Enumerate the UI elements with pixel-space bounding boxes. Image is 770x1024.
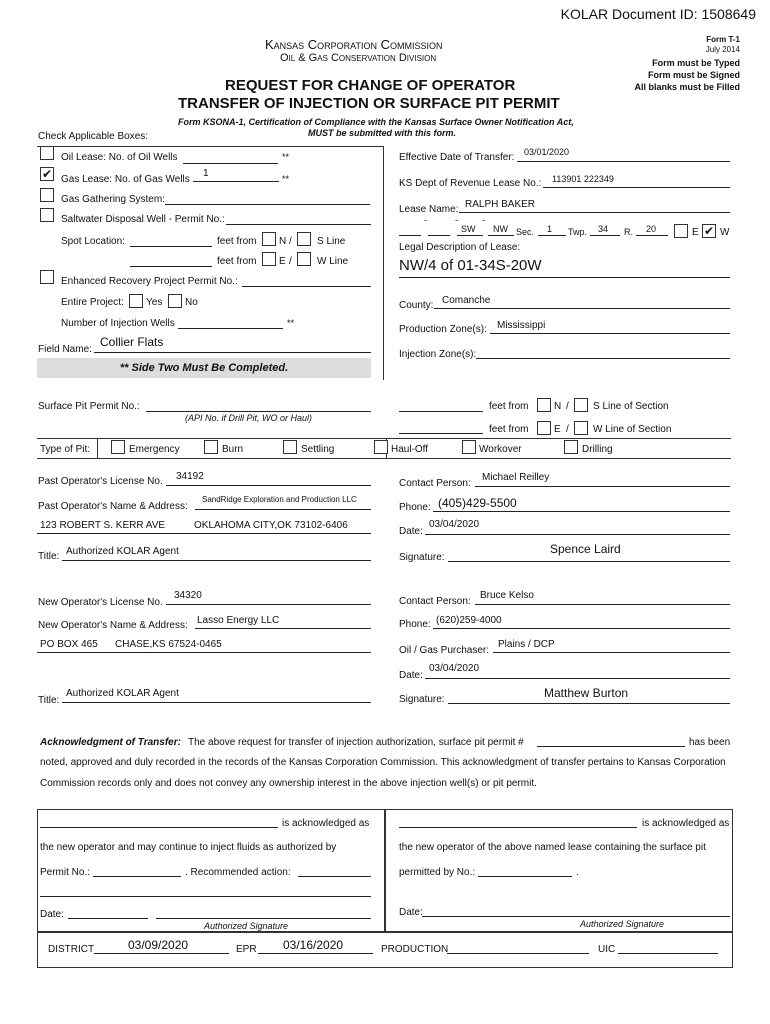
ack-right-signature-field[interactable] <box>422 916 730 917</box>
effective-date-value: 03/01/2020 <box>524 147 570 157</box>
asterisk: ** <box>287 318 295 328</box>
gas-wells-value: 1 <box>203 168 209 179</box>
production-zone-field[interactable] <box>490 333 730 334</box>
burn-checkbox[interactable] <box>204 440 218 454</box>
surface-pit-field[interactable] <box>146 411 371 412</box>
new-date-value: 03/04/2020 <box>429 663 480 674</box>
past-contact-field[interactable] <box>475 486 730 487</box>
new-contact-field[interactable] <box>475 604 730 605</box>
ack-left-signature-field[interactable] <box>156 918 371 919</box>
division-name: Oil & Gas Conservation Division <box>280 52 437 64</box>
side-two-notice: ** Side Two Must Be Completed. <box>37 358 371 378</box>
w-line-label: W Line <box>317 256 349 267</box>
sec-value: 1 <box>547 224 553 234</box>
qtr-4-field[interactable] <box>488 235 514 236</box>
range-e-checkbox[interactable] <box>674 224 688 238</box>
spot-e-checkbox[interactable] <box>262 252 276 266</box>
pit-type-divider <box>97 438 98 458</box>
past-signature-label: Signature: <box>399 552 445 563</box>
ksona-note: Form KSONA-1, Certification of Compliance with the Kansas Surface Owner Notification Act, <box>178 117 574 127</box>
pit-type-top-rule <box>37 438 731 439</box>
twp-field[interactable] <box>590 235 620 236</box>
slash: / <box>566 424 569 435</box>
county-field[interactable] <box>434 308 730 309</box>
form-title: REQUEST FOR CHANGE OF OPERATOR <box>225 77 516 94</box>
permitted-field[interactable] <box>478 876 572 877</box>
ack-line-3: Commission records only and does not convey any ownership interest in the above injection well(s) or pit permit. <box>40 778 537 789</box>
new-contact-value: Bruce Kelso <box>480 590 534 601</box>
feet-from-label: feet from <box>217 236 257 247</box>
asterisk: ** <box>282 152 290 162</box>
past-title-value: Authorized KOLAR Agent <box>66 546 179 557</box>
range-field[interactable] <box>636 235 668 236</box>
twp-label: Twp. <box>568 227 588 237</box>
range-w-checkbox[interactable]: ✔ <box>703 224 715 238</box>
settling-label: Settling <box>301 444 335 455</box>
permit-no-label: Permit No.: <box>40 867 91 878</box>
ks-dept-value: 113901 222349 <box>552 174 614 184</box>
field-name-value: Collier Flats <box>100 335 164 349</box>
injection-zone-label: Injection Zone(s): <box>399 349 477 360</box>
feet-from-label: feet from <box>489 424 529 435</box>
ack-line-2: noted, approved and duly recorded in the records of the Kansas Corporation Commission. This acknowledgment of transfer pertains to Kansas Corporation <box>40 757 726 768</box>
swd-checkbox[interactable] <box>40 208 54 222</box>
ack-permit-no-field[interactable] <box>93 876 181 877</box>
inj-wells-label: Number of Injection Wells <box>61 318 175 329</box>
new-phone-label: Phone: <box>399 619 431 630</box>
new-date-field[interactable] <box>425 678 730 679</box>
no-checkbox[interactable] <box>168 294 182 308</box>
column-divider <box>383 146 384 380</box>
feet-from-label: feet from <box>217 256 257 267</box>
s-line-section-label: S Line of Section <box>593 401 669 412</box>
epr-label: EPR <box>236 944 257 955</box>
ack-has-been: has been <box>689 737 731 748</box>
drilling-label: Drilling <box>582 444 613 455</box>
s-line-label: S Line <box>317 236 346 247</box>
range-label: R. <box>624 227 633 237</box>
gas-gathering-checkbox[interactable] <box>40 188 54 202</box>
purchaser-label: Oil / Gas Purchaser: <box>399 645 490 656</box>
inj-wells-field[interactable] <box>178 328 283 329</box>
entire-project-label: Entire Project: <box>61 297 124 308</box>
pit-w-checkbox[interactable] <box>574 421 588 435</box>
pit-s-checkbox[interactable] <box>574 398 588 412</box>
injection-zone-field[interactable] <box>476 358 730 359</box>
lease-name-label: Lease Name: <box>399 204 459 215</box>
legal-value: NW/4 of 01-34S-20W <box>399 257 542 274</box>
yes-checkbox[interactable] <box>129 294 143 308</box>
past-title-label: Title: <box>38 551 60 562</box>
slash: / <box>289 256 292 267</box>
n-label: N <box>554 401 562 412</box>
qtr-3-field[interactable] <box>457 235 483 236</box>
is-ack-right: is acknowledged as <box>642 818 730 829</box>
field-name-field[interactable] <box>94 352 371 353</box>
agency-name: Kansas Corporation Commission <box>265 37 443 52</box>
note-filled: All blanks must be Filled <box>634 82 740 92</box>
document-id: KOLAR Document ID: 1508649 <box>560 6 756 22</box>
n-label: N <box>279 236 287 247</box>
gas-gathering-field[interactable] <box>165 204 370 205</box>
twp-value: 34 <box>598 224 609 234</box>
lease-name-field[interactable] <box>459 212 730 213</box>
spot-s-checkbox[interactable] <box>297 232 311 246</box>
enhanced-permit-field[interactable] <box>242 286 371 287</box>
past-date-field[interactable] <box>425 534 730 535</box>
county-label: County: <box>399 300 434 311</box>
legal-field[interactable] <box>399 277 730 278</box>
past-signature-field[interactable] <box>448 561 730 562</box>
new-name-field[interactable] <box>195 628 371 629</box>
pit-type-label: Type of Pit: <box>40 444 91 455</box>
gas-gathering-label: Gas Gathering System: <box>61 194 165 205</box>
past-phone-label: Phone: <box>399 502 431 513</box>
enhanced-recovery-checkbox[interactable] <box>40 270 54 284</box>
note-signed: Form must be Signed <box>647 70 740 80</box>
past-contact-label: Contact Person: <box>399 478 471 489</box>
purchaser-value: Plains / DCP <box>498 639 555 650</box>
form-date: July 2014 <box>705 45 740 54</box>
new-signature-value: Matthew Burton <box>544 686 629 700</box>
past-license-value: 34192 <box>176 471 204 482</box>
past-name-field[interactable] <box>195 509 371 510</box>
oil-lease-checkbox[interactable] <box>40 146 54 160</box>
workover-checkbox[interactable] <box>462 440 476 454</box>
new-signature-field[interactable] <box>448 703 730 704</box>
district-field[interactable] <box>94 953 229 954</box>
is-ack-left: is acknowledged as <box>282 818 370 829</box>
ack-left-name-field[interactable] <box>40 827 278 828</box>
haul-off-checkbox[interactable] <box>374 440 388 454</box>
qtr-4-value: NW <box>493 224 508 234</box>
emergency-label: Emergency <box>129 444 180 455</box>
new-license-label: New Operator's License No. <box>38 597 163 608</box>
past-contact-value: Michael Reilley <box>482 472 550 483</box>
past-title-field[interactable] <box>62 560 371 561</box>
sec-label: Sec. <box>516 227 535 237</box>
burn-label: Burn <box>222 444 244 455</box>
effective-date-field[interactable] <box>517 161 730 162</box>
dash: - <box>482 215 485 225</box>
new-address-1: PO BOX 465 <box>40 639 98 650</box>
settling-checkbox[interactable] <box>283 440 297 454</box>
production-label: PRODUCTION <box>381 944 449 955</box>
district-value: 03/09/2020 <box>128 938 189 952</box>
w-line-section-label: W Line of Section <box>593 424 672 435</box>
spot-w-checkbox[interactable] <box>297 252 311 266</box>
ack-right-date-label: Date: <box>399 907 423 918</box>
ack-left-date-label: Date: <box>40 909 64 920</box>
oil-wells-field[interactable] <box>183 163 278 164</box>
dash: - <box>424 215 427 225</box>
production-zone-label: Production Zone(s): <box>399 324 487 335</box>
new-address-field[interactable] <box>37 652 371 653</box>
ack-left-auth-sig: Authorized Signature <box>204 921 289 931</box>
pit-type-bottom-rule <box>37 458 731 459</box>
past-name-value: SandRidge Exploration and Production LLC <box>202 495 357 504</box>
ack-right-text: the new operator of the above named lease containing the surface pit <box>399 842 706 853</box>
spot-ew-feet-field[interactable] <box>130 266 212 267</box>
oil-lease-label: Oil Lease: No. of Oil Wells <box>61 152 178 163</box>
lease-name-value: RALPH BAKER <box>465 199 536 210</box>
past-name-label: Past Operator's Name & Address: <box>38 501 188 512</box>
top-rule <box>37 146 383 147</box>
qtr-3-value: SW <box>461 224 476 234</box>
drilling-checkbox[interactable] <box>564 440 578 454</box>
ack-permit-field[interactable] <box>537 746 685 747</box>
gas-lease-label: Gas Lease: No. of Gas Wells <box>61 174 190 185</box>
sec-field[interactable] <box>538 235 566 236</box>
feet-from-label: feet from <box>489 401 529 412</box>
new-signature-label: Signature: <box>399 694 445 705</box>
past-address-field[interactable] <box>37 533 371 534</box>
production-field[interactable] <box>447 953 589 954</box>
emergency-checkbox[interactable] <box>111 440 125 454</box>
e-label: E <box>279 256 286 267</box>
swd-permit-field[interactable] <box>226 224 371 225</box>
spot-n-checkbox[interactable] <box>262 232 276 246</box>
gas-lease-checkbox[interactable]: ✔ <box>41 167 53 181</box>
past-phone-value: (405)429-5500 <box>438 496 517 510</box>
past-date-label: Date: <box>399 526 423 537</box>
recommended-field[interactable] <box>298 876 371 877</box>
gas-wells-field[interactable] <box>193 181 279 182</box>
ks-dept-label: KS Dept of Revenue Lease No.: <box>399 178 542 189</box>
range-value: 20 <box>646 224 657 234</box>
new-contact-label: Contact Person: <box>399 596 471 607</box>
past-license-label: Past Operator's License No. <box>38 476 163 487</box>
new-license-field[interactable] <box>166 604 371 605</box>
district-label: DISTRICT <box>48 944 95 955</box>
surface-pit-label: Surface Pit Permit No.: <box>38 401 140 412</box>
new-title-field[interactable] <box>62 702 371 703</box>
past-address-1: 123 ROBERT S. KERR AVE <box>40 520 166 531</box>
past-signature-value: Spence Laird <box>550 542 621 556</box>
new-phone-field[interactable] <box>433 628 730 629</box>
haul-off-label: Haul-Off <box>391 444 429 455</box>
epr-field[interactable] <box>258 953 373 954</box>
ks-dept-field[interactable] <box>543 187 730 188</box>
e-label: E <box>692 227 699 238</box>
new-title-value: Authorized KOLAR Agent <box>66 688 179 699</box>
ack-heading: Acknowledgment of Transfer: <box>40 737 181 748</box>
purchaser-field[interactable] <box>493 652 730 653</box>
slash: / <box>289 236 292 247</box>
spot-ns-feet-field[interactable] <box>130 246 212 247</box>
ack-right-auth-sig: Authorized Signature <box>580 919 665 929</box>
uic-label: UIC <box>598 944 616 955</box>
new-phone-value: (620)259-4000 <box>436 615 502 626</box>
new-license-value: 34320 <box>174 590 202 601</box>
new-name-label: New Operator's Name & Address: <box>38 620 188 631</box>
note-typed: Form must be Typed <box>652 58 740 68</box>
field-name-label: Field Name: <box>38 344 92 355</box>
new-address-2: CHASE,KS 67524-0465 <box>115 639 222 650</box>
slash: / <box>566 401 569 412</box>
e-label: E <box>554 424 561 435</box>
past-license-field[interactable] <box>166 485 371 486</box>
spot-label: Spot Location: <box>61 236 125 247</box>
api-note: (API No. if Drill Pit, WO or Haul) <box>185 413 313 423</box>
new-title-label: Title: <box>38 695 60 706</box>
county-value: Comanche <box>442 295 491 306</box>
ack-left-date-field[interactable] <box>68 918 148 919</box>
recommended-label: . Recommended action: <box>185 867 291 878</box>
effective-date-label: Effective Date of Transfer: <box>399 152 515 163</box>
check-label: Check Applicable Boxes: <box>38 131 149 142</box>
new-date-label: Date: <box>399 670 423 681</box>
w-label: W <box>720 227 730 238</box>
dash: - <box>455 215 458 225</box>
ksona-note-2: MUST be submitted with this form. <box>308 128 456 138</box>
workover-label: Workover <box>479 444 522 455</box>
permitted-label: permitted by No.: <box>399 867 476 878</box>
qtr-1-field[interactable] <box>399 235 421 236</box>
ack-right-name-field[interactable] <box>399 827 637 828</box>
yes-label: Yes <box>146 297 163 308</box>
pit-ns-feet-field[interactable] <box>399 411 483 412</box>
pit-e-checkbox[interactable] <box>537 421 551 435</box>
pit-ew-feet-field[interactable] <box>399 433 483 434</box>
ack-line-1: The above request for transfer of injection authorization, surface pit permit # <box>188 737 524 748</box>
past-date-value: 03/04/2020 <box>429 519 480 530</box>
form-id: Form T-1 <box>706 35 740 44</box>
no-label: No <box>185 297 198 308</box>
epr-value: 03/16/2020 <box>283 938 344 952</box>
uic-field[interactable] <box>618 953 718 954</box>
past-phone-field[interactable] <box>433 511 730 512</box>
swd-label: Saltwater Disposal Well - Permit No.: <box>61 214 225 225</box>
form-subtitle: TRANSFER OF INJECTION OR SURFACE PIT PERMIT <box>178 95 560 112</box>
period: . <box>576 867 579 878</box>
past-address-2: OKLAHOMA CITY,OK 73102-6406 <box>194 520 348 531</box>
production-zone-value: Mississippi <box>497 320 546 331</box>
qtr-2-field[interactable] <box>428 235 450 236</box>
ack-left-text: the new operator and may continue to inject fluids as authorized by <box>40 842 337 853</box>
asterisk: ** <box>282 174 290 184</box>
pit-n-checkbox[interactable] <box>537 398 551 412</box>
legal-label: Legal Description of Lease: <box>399 242 521 253</box>
new-name-value: Lasso Energy LLC <box>197 615 280 626</box>
recommended-field-2[interactable] <box>40 896 371 897</box>
enhanced-label: Enhanced Recovery Project Permit No.: <box>61 276 238 287</box>
